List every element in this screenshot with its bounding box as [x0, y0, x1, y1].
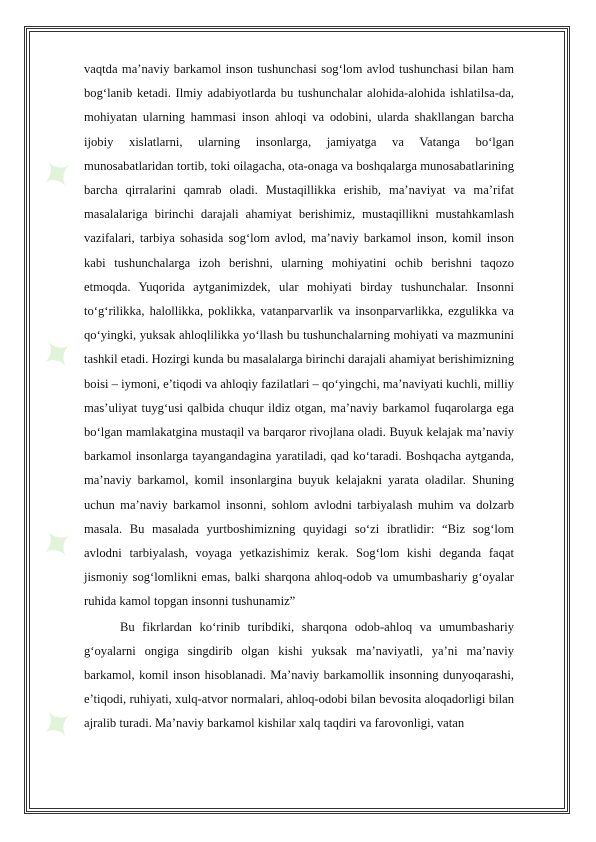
- paragraph-2: Bu fikrlardan ko‘rinib turibdiki, sharqona odob-ahloq va umumbashariy g‘oyalarni ongiga singdirib olgan kishi yuksak ma’naviyatli, ya’ni ma’naviy barkamol, komil inson hisoblanadi. Ma’naviy barkamollik insonning dunyoqarashi, e’tiqodi, ruhiyati, xulq-atvor normalari, ahloq-odobi bilan bevosita aloqadorligi bilan ajralib turadi. Ma’naviy barkamol kishilar xalq taqdiri va farovonligi, vatan: [84, 619, 514, 731]
- watermark: ✦ ✦ ✦ ✦: [29, 144, 87, 755]
- paragraph-1: vaqtda ma’naviy barkamol inson tushunchasi sog‘lom avlod tushunchasi bilan ham bog‘lanib ketadi. Ilmiy adabiyotlarda bu tushunchalar alohida-alohida ishlatilsa-da, mohiyatan ularning hammasi inson ahloqi va odobini, ularda shakllangan barcha ijobiy xislatlarni, ularning insonlarga, jamiyatga va Vatanga bo‘lgan munosabatlaridan tortib, toki oilagacha, ota-onaga va boshqalarga munosabatlarining barcha qirralarini qamrab oladi. Mustaqillikka erishib, ma’naviyat va ma’rifat masalalariga birinchi darajali ahamiyat berishimiz, mustaqillikni mustahkamlash vazifalari, tarbiya sohasida sog‘lom avlod, ma’naviy barkamol inson, komil inson kabi tushunchalarga izoh berishni, ularning mohiyatini ochib berishni taqozo etmoqda. Yuqorida aytganimizdek, ular mohiyati birday tushunchalar. Insonni to‘g‘rilikka, halollikka, poklikka, vatanparvarlik va insonparvarlikka, ezgulikka va qo‘yingki, yuksak ahloqlilikka yo‘llash bu tushunchalarning mohiyati va mazmunini tashkil etadi. Hozirgi kunda bu masalalarga birinchi darajali ahamiyat berishimizning boisi – iymoni, e’tiqodi va ahloqiy fazilatlari – qo‘yingchi, ma’naviyati kuchli, milliy mas’uliyat tuyg‘usi qalbida chuqur ildiz otgan, ma’naviy barkamol fuqarolarga ega bo‘lgan mamlakatgina mustaqil va barqaror rivojlana oladi. Buyuk kelajak ma’naviy barkamol insonlarga tayangandagina yaratiladi, qad ko‘taradi. Boshqacha aytganda, ma’naviy barkamol, komil insonlargina buyuk kelajakni yarata oladilar. Shuning uchun ma’naviy barkamol insonni, sohlom avlodni tarbiyalash muhim va dolzarb masala. Bu masalada yurtboshimizning quyidagi so‘zi ibratlidir: “Biz sog‘lom avlodni tarbiyalash, voyaga yetkazishimiz kerak. Sog‘lom kishi deganda faqat jismoniy sog‘lomlikni emas, balki sharqona ahloq-odob va umumbashariy g‘oyalar ruhida kamol topgan insonni tushunamiz”: [84, 62, 514, 609]
- document-body: [84, 57, 514, 736]
